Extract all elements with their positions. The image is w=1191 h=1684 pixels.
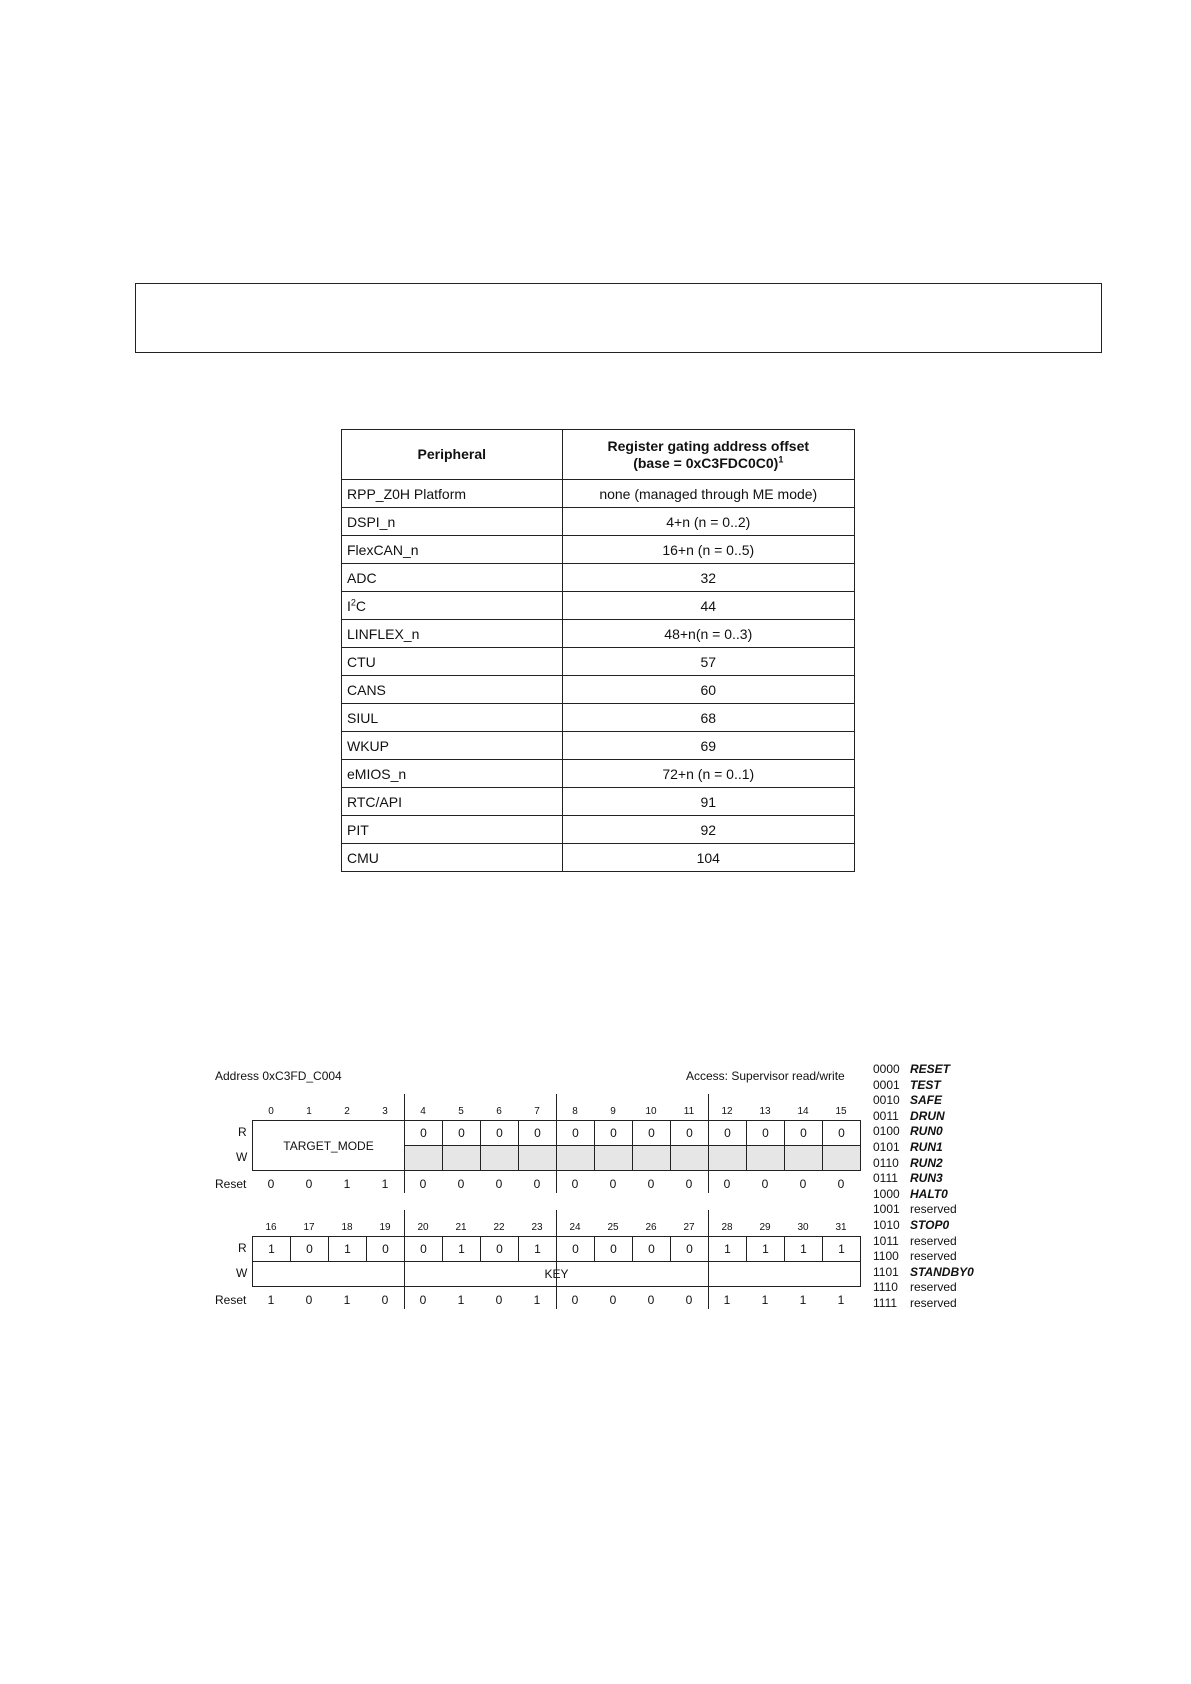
- reset-value: 0: [457, 1177, 465, 1191]
- reset-value: 0: [571, 1177, 579, 1191]
- legend-entry: [873, 1078, 974, 1094]
- reset-value: 0: [837, 1177, 845, 1191]
- bit-number: 5: [458, 1106, 464, 1117]
- mode-code: 1000: [873, 1186, 900, 1201]
- reserved-bit-write: [670, 1145, 709, 1171]
- reset-value: 0: [495, 1177, 503, 1191]
- mode-name: RUN2: [910, 1155, 943, 1170]
- mode-name: RUN3: [910, 1171, 943, 1186]
- gating-offset: 16+n (n = 0..5): [562, 536, 854, 564]
- row-label-w: W: [236, 1150, 248, 1164]
- legend-entry: [873, 1140, 974, 1156]
- mode-name: reserved: [910, 1202, 957, 1217]
- reset-value: 1: [343, 1177, 351, 1191]
- reset-value: 0: [305, 1293, 313, 1307]
- bit-number: 0: [268, 1106, 274, 1117]
- gating-offset: 72+n (n = 0..1): [562, 760, 854, 788]
- peripheral-name: SIUL: [342, 704, 563, 732]
- mode-name: HALT0: [910, 1186, 948, 1201]
- reset-value: 1: [723, 1293, 731, 1307]
- reserved-bit-read: 0: [670, 1120, 709, 1146]
- bit-number: 1: [306, 1106, 312, 1117]
- header-offset-line2: (base = 0xC3FDC0C0): [633, 454, 779, 471]
- gating-offset: 4+n (n = 0..2): [562, 508, 854, 536]
- gating-offset: 44: [562, 592, 854, 620]
- table-row: [342, 592, 855, 620]
- mode-name: reserved: [910, 1295, 957, 1310]
- reserved-bit-write: [822, 1145, 861, 1171]
- reset-value: 1: [761, 1293, 769, 1307]
- mode-code: 0101: [873, 1139, 900, 1154]
- gating-offset: 57: [562, 648, 854, 676]
- bit-number: 14: [797, 1106, 809, 1117]
- row-label-r: R: [238, 1125, 247, 1139]
- key-bit-read: 1: [784, 1236, 823, 1262]
- reset-value: 0: [799, 1177, 807, 1191]
- mode-code: 0110: [873, 1155, 899, 1170]
- peripheral-name: LINFLEX_n: [342, 620, 563, 648]
- reserved-bit-read: 0: [784, 1120, 823, 1146]
- reset-value: 0: [571, 1293, 579, 1307]
- reserved-bit-write: [746, 1145, 785, 1171]
- bit-number: 21: [455, 1222, 467, 1233]
- key-bit-read: 0: [290, 1236, 329, 1262]
- reserved-bit-read: 0: [822, 1120, 861, 1146]
- peripheral-name: RPP_Z0H Platform: [342, 480, 563, 508]
- key-bit-read: 1: [708, 1236, 747, 1262]
- bit-number: 6: [496, 1106, 502, 1117]
- bit-number: 30: [797, 1222, 809, 1233]
- legend-entry: [873, 1249, 974, 1265]
- key-bit-read: 1: [746, 1236, 785, 1262]
- bit-number: 25: [607, 1222, 619, 1233]
- bit-number: 13: [759, 1106, 771, 1117]
- bit-number: 19: [379, 1222, 391, 1233]
- reserved-bit-write: [708, 1145, 747, 1171]
- reset-value: 0: [685, 1293, 693, 1307]
- row-label-r: R: [238, 1241, 247, 1255]
- reserved-bit-write: [404, 1145, 443, 1171]
- reset-value: 0: [723, 1177, 731, 1191]
- bit-number: 7: [534, 1106, 540, 1117]
- gating-offset: none (managed through ME mode): [562, 480, 854, 508]
- mode-name: STANDBY0: [910, 1264, 974, 1279]
- table-row: [342, 508, 855, 536]
- table-row: [342, 620, 855, 648]
- legend-entry: [873, 1124, 974, 1140]
- reserved-bit-write: [442, 1145, 481, 1171]
- peripheral-name: eMIOS_n: [342, 760, 563, 788]
- mode-name: TEST: [910, 1077, 941, 1092]
- mode-name: STOP0: [910, 1217, 950, 1232]
- peripheral-name: PIT: [342, 816, 563, 844]
- table-row: [342, 704, 855, 732]
- legend-entry: [873, 1296, 974, 1312]
- note-box: [135, 283, 1102, 353]
- mode-code: 1010: [873, 1217, 900, 1232]
- reset-value: 0: [419, 1293, 427, 1307]
- reset-value: 1: [381, 1177, 389, 1191]
- legend-entry: [873, 1265, 974, 1281]
- mode-name: reserved: [910, 1249, 957, 1264]
- reserved-bit-write: [556, 1145, 595, 1171]
- key-bit-read: 0: [670, 1236, 709, 1262]
- mode-legend: [873, 1062, 974, 1312]
- register-access: Access: Supervisor read/write: [686, 1069, 845, 1083]
- mode-code: 1111: [873, 1295, 898, 1310]
- reset-value: 1: [267, 1293, 275, 1307]
- reset-value: 0: [495, 1293, 503, 1307]
- key-bit-read: 0: [556, 1236, 595, 1262]
- reserved-bit-read: 0: [404, 1120, 443, 1146]
- bit-number: 26: [645, 1222, 657, 1233]
- key-bit-read: 1: [822, 1236, 861, 1262]
- register-address: Address 0xC3FD_C004: [215, 1069, 342, 1083]
- peripheral-name: CMU: [342, 844, 563, 872]
- reserved-bit-write: [594, 1145, 633, 1171]
- reserved-bit-write: [518, 1145, 557, 1171]
- reserved-bit-write: [480, 1145, 519, 1171]
- row-label-reset: Reset: [215, 1293, 247, 1307]
- reset-value: 0: [647, 1177, 655, 1191]
- peripheral-name-sup: 2: [350, 596, 356, 607]
- mode-code: 0001: [873, 1077, 900, 1092]
- reserved-bit-write: [784, 1145, 823, 1171]
- legend-entry: [873, 1234, 974, 1250]
- reserved-bit-read: 0: [480, 1120, 519, 1146]
- mode-code: 0011: [873, 1108, 899, 1123]
- key-field: KEY: [252, 1261, 861, 1287]
- legend-entry: [873, 1202, 974, 1218]
- bit-number: 11: [683, 1106, 695, 1117]
- legend-entry: [873, 1218, 974, 1234]
- table-row: [342, 844, 855, 872]
- reserved-bit-read: 0: [632, 1120, 671, 1146]
- legend-entry: [873, 1062, 974, 1078]
- mode-code: 1110: [873, 1280, 898, 1295]
- reset-value: 0: [419, 1177, 427, 1191]
- key-bit-read: 0: [366, 1236, 405, 1262]
- key-bit-read: 0: [594, 1236, 633, 1262]
- header-offset-line1: Register gating address offset: [607, 437, 810, 454]
- reserved-bit-read: 0: [594, 1120, 633, 1146]
- legend-entry: [873, 1156, 974, 1172]
- reserved-bit-read: 0: [442, 1120, 481, 1146]
- mode-code: 0100: [873, 1124, 900, 1139]
- peripheral-name: WKUP: [342, 732, 563, 760]
- legend-entry: [873, 1093, 974, 1109]
- gating-offset: 91: [562, 788, 854, 816]
- gating-offset: 104: [562, 844, 854, 872]
- key-bit-read: 1: [442, 1236, 481, 1262]
- peripheral-name-part: C: [355, 597, 367, 614]
- reset-value: 1: [837, 1293, 845, 1307]
- bit-number: 27: [683, 1222, 695, 1233]
- reset-value: 0: [761, 1177, 769, 1191]
- bit-number: 16: [265, 1222, 277, 1233]
- table-row: [342, 648, 855, 676]
- bit-number: 28: [721, 1222, 733, 1233]
- bit-number: 29: [759, 1222, 771, 1233]
- peripheral-name: CTU: [342, 648, 563, 676]
- table-header-row: [342, 430, 855, 480]
- table-row: [342, 676, 855, 704]
- bit-number: 3: [382, 1106, 388, 1117]
- mode-code: 0010: [873, 1093, 900, 1108]
- legend-entry: [873, 1109, 974, 1125]
- peripheral-name: RTC/API: [342, 788, 563, 816]
- bit-number: 20: [417, 1222, 429, 1233]
- peripheral-gating-table: [341, 429, 855, 872]
- bit-number: 17: [303, 1222, 315, 1233]
- key-bit-read: 1: [518, 1236, 557, 1262]
- peripheral-name: [342, 592, 563, 620]
- table-row: [342, 564, 855, 592]
- table-row: [342, 788, 855, 816]
- mode-name: reserved: [910, 1233, 957, 1248]
- bit-number: 31: [835, 1222, 847, 1233]
- reserved-bit-read: 0: [556, 1120, 595, 1146]
- mode-name: RUN0: [910, 1124, 943, 1139]
- bit-number: 9: [610, 1106, 616, 1117]
- mode-name: DRUN: [910, 1108, 945, 1123]
- bit-number: 22: [493, 1222, 505, 1233]
- reserved-bit-read: 0: [518, 1120, 557, 1146]
- header-offset: [562, 430, 854, 480]
- mode-code: 1100: [873, 1249, 899, 1264]
- mode-code: 0000: [873, 1062, 900, 1076]
- peripheral-name: ADC: [342, 564, 563, 592]
- reset-value: 0: [267, 1177, 275, 1191]
- mode-name: RUN1: [910, 1139, 943, 1154]
- legend-entry: [873, 1171, 974, 1187]
- gating-offset: 68: [562, 704, 854, 732]
- mode-name: reserved: [910, 1280, 957, 1295]
- reset-value: 0: [685, 1177, 693, 1191]
- mode-code: 0111: [873, 1171, 898, 1186]
- gating-offset: 69: [562, 732, 854, 760]
- table-row: [342, 760, 855, 788]
- peripheral-name: DSPI_n: [342, 508, 563, 536]
- key-bit-read: 0: [480, 1236, 519, 1262]
- gating-offset: 60: [562, 676, 854, 704]
- reserved-bit-read: 0: [708, 1120, 747, 1146]
- key-bit-read: 1: [328, 1236, 367, 1262]
- gating-offset: 48+n(n = 0..3): [562, 620, 854, 648]
- reserved-bit-read: 0: [746, 1120, 785, 1146]
- mode-code: 1001: [873, 1202, 900, 1217]
- reset-value: 0: [647, 1293, 655, 1307]
- key-bit-read: 0: [632, 1236, 671, 1262]
- bit-number: 18: [341, 1222, 353, 1233]
- reset-value: 0: [609, 1293, 617, 1307]
- reset-value: 0: [609, 1177, 617, 1191]
- reset-value: 0: [533, 1177, 541, 1191]
- gating-offset: 32: [562, 564, 854, 592]
- key-bit-read: 0: [404, 1236, 443, 1262]
- reset-value: 1: [343, 1293, 351, 1307]
- target-mode-field: TARGET_MODE: [252, 1120, 405, 1171]
- mode-code: 1101: [873, 1264, 899, 1279]
- reset-value: 0: [305, 1177, 313, 1191]
- bit-number: 23: [531, 1222, 543, 1233]
- table-row: [342, 536, 855, 564]
- bit-number: 10: [645, 1106, 657, 1117]
- row-label-w: W: [236, 1266, 248, 1280]
- reset-value: 1: [533, 1293, 541, 1307]
- mode-name: RESET: [910, 1062, 951, 1076]
- legend-entry: [873, 1280, 974, 1296]
- peripheral-name: FlexCAN_n: [342, 536, 563, 564]
- bit-number: 12: [721, 1106, 733, 1117]
- reset-value: 0: [381, 1293, 389, 1307]
- bit-number: 8: [572, 1106, 578, 1117]
- row-label-reset: Reset: [215, 1177, 247, 1191]
- reset-value: 1: [799, 1293, 807, 1307]
- peripheral-name-part: I: [347, 597, 351, 614]
- table-row: [342, 816, 855, 844]
- bit-number: 2: [344, 1106, 350, 1117]
- table-row: [342, 480, 855, 508]
- header-peripheral: Peripheral: [342, 430, 563, 480]
- footnote-marker: 1: [778, 453, 784, 464]
- mode-name: SAFE: [910, 1093, 943, 1108]
- gating-offset: 92: [562, 816, 854, 844]
- bit-number: 4: [420, 1106, 426, 1117]
- reserved-bit-write: [632, 1145, 671, 1171]
- legend-entry: [873, 1187, 974, 1203]
- key-bit-read: 1: [252, 1236, 291, 1262]
- bit-number: 24: [569, 1222, 581, 1233]
- table-row: [342, 732, 855, 760]
- reset-value: 1: [457, 1293, 465, 1307]
- mode-code: 1011: [873, 1233, 899, 1248]
- bit-number: 15: [835, 1106, 847, 1117]
- peripheral-name: CANS: [342, 676, 563, 704]
